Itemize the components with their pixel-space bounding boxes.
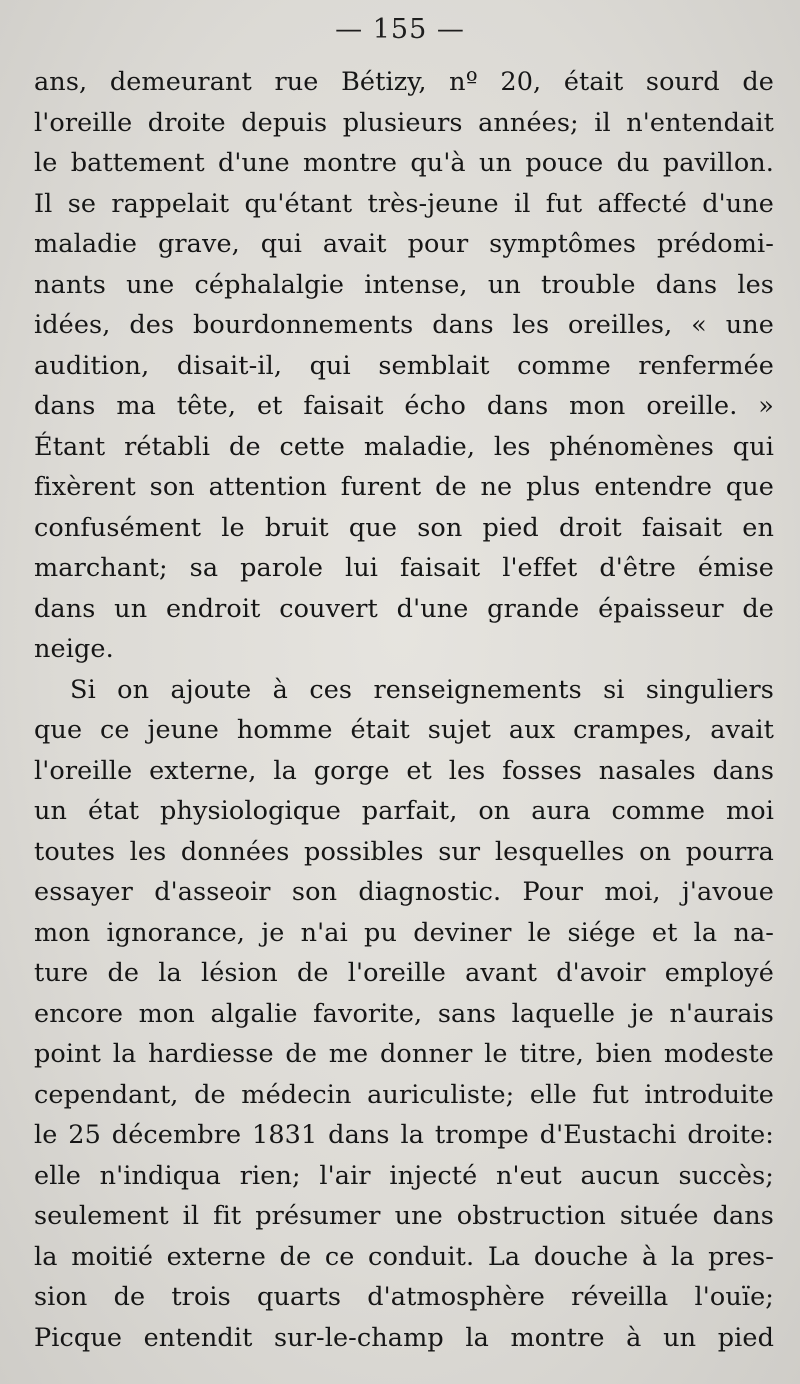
text-line: audition, disait-il, qui semblait comme renfermée <box>34 350 774 381</box>
text-line: toutes les données possibles sur lesquelles on pourra <box>34 836 774 867</box>
text-line: ture de la lésion de l'oreille avant d'avoir employé <box>34 958 774 988</box>
text-line: point la hardiesse de me donner le titre, bien modeste <box>34 1039 774 1069</box>
text-line: essayer d'asseoir son diagnostic. Pour moi, j'avoue <box>34 877 774 907</box>
text-line: le 25 décembre 1831 dans la trompe d'Eustachi droite: <box>34 1120 774 1150</box>
text-line: Picque entendit sur-le-champ la montre à un pied <box>34 1322 774 1353</box>
text-line: encore mon algalie favorite, sans laquelle je n'aurais <box>34 998 774 1029</box>
text-line: mon ignorance, je n'ai pu deviner le siége et la na- <box>34 917 774 948</box>
page-text <box>34 62 774 1358</box>
text-line: elle n'indiqua rien; l'air injecté n'eut aucun succès; <box>34 1160 774 1191</box>
text-line: dans un endroit couvert d'une grande épaisseur de <box>34 593 774 624</box>
text-line: un état physiologique parfait, on aura comme moi <box>34 796 774 826</box>
text-line: nants une céphalalgie intense, un trouble dans les <box>34 269 774 300</box>
text-line: la moitié externe de ce conduit. La douche à la pres- <box>34 1241 774 1272</box>
text-line: cependant, de médecin auriculiste; elle fut introduite <box>34 1079 774 1110</box>
text-line: neige. <box>34 634 114 664</box>
text-line: sion de trois quarts d'atmosphère réveilla l'ouïe; <box>34 1282 774 1312</box>
text-line: fixèrent son attention furent de ne plus entendre que <box>34 472 774 502</box>
text-line: seulement il fit présumer une obstruction située dans <box>34 1201 774 1231</box>
text-line: dans ma tête, et faisait écho dans mon oreille. » <box>34 391 774 421</box>
text-line: Étant rétabli de cette maladie, les phénomènes qui <box>34 431 774 462</box>
page-number: — 155 — <box>335 14 465 45</box>
text-line: que ce jeune homme était sujet aux crampes, avait <box>34 715 774 745</box>
text-line: l'oreille droite depuis plusieurs années; il n'entendait <box>34 107 774 138</box>
text-line: confusément le bruit que son pied droit faisait en <box>34 512 774 543</box>
text-line: marchant; sa parole lui faisait l'effet d'être émise <box>34 553 774 583</box>
text-line: ans, demeurant rue Bétizy, nº 20, était sourd de <box>34 67 774 97</box>
text-line: le battement d'une montre qu'à un pouce du pavillon. <box>34 148 774 178</box>
text-line: maladie grave, qui avait pour symptômes prédomi- <box>34 229 774 259</box>
text-line: Si on ajoute à ces renseignements si singuliers <box>70 674 774 705</box>
text-line: idées, des bourdonnements dans les oreilles, « une <box>34 310 774 340</box>
text-line: Il se rappelait qu'étant très-jeune il fut affecté d'une <box>34 188 774 219</box>
text-line: l'oreille externe, la gorge et les fosses nasales dans <box>34 755 774 786</box>
